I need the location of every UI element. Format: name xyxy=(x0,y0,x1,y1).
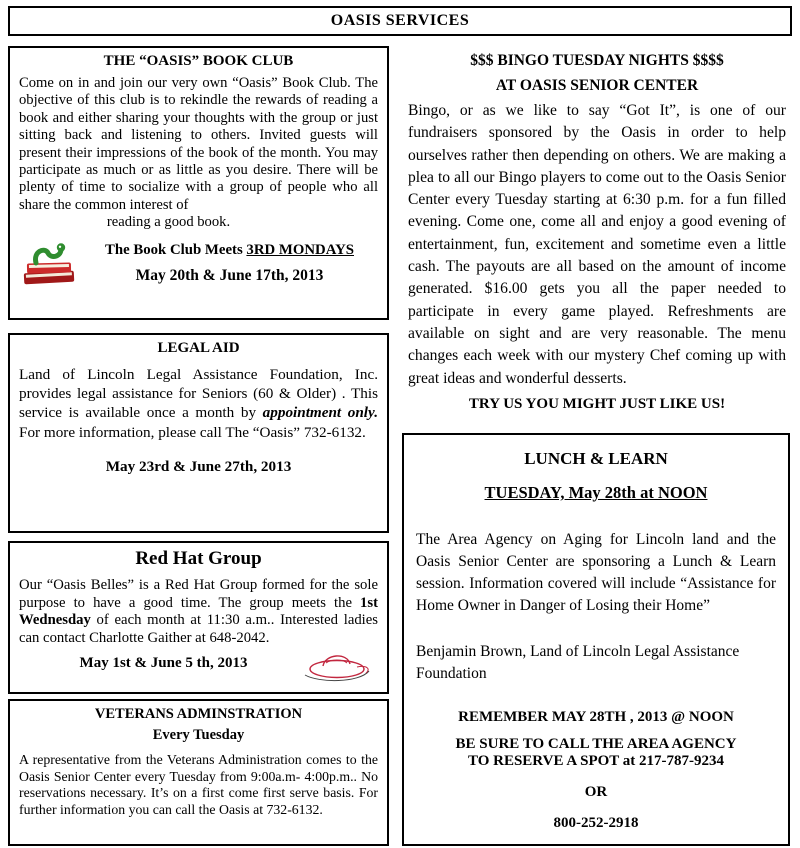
red-hat-sketch-icon xyxy=(297,643,373,690)
book-club-title: THE “OASIS” BOOK CLUB xyxy=(103,53,294,69)
legal-aid-appointment-only: appointment only. xyxy=(262,404,379,422)
page-title: OASIS SERVICES xyxy=(330,12,470,29)
legal-aid-body-2: For more information, please call The “Oasis” 732-6132. xyxy=(19,423,366,441)
lunch-learn-phone: 800-252-2918 xyxy=(553,815,639,831)
legal-aid-title: LEGAL AID xyxy=(157,340,240,356)
lunch-learn-speaker: Benjamin Brown, Land of Lincoln Legal Assistance Foundation xyxy=(416,643,740,682)
section-lunch-learn xyxy=(402,433,790,846)
section-legal-aid xyxy=(8,333,389,533)
book-club-meets-label: The Book Club Meets xyxy=(105,242,243,259)
lunch-learn-date-line: TUESDAY, May 28th at NOON xyxy=(484,483,708,502)
veterans-title: VETERANS ADMINSTRATION xyxy=(94,706,303,722)
book-club-meeting-info xyxy=(81,242,378,285)
book-club-meets-days: 3RD MONDAYS xyxy=(246,242,354,259)
red-hat-title: Red Hat Group xyxy=(135,548,262,569)
page-header xyxy=(8,6,792,36)
lunch-learn-title: LUNCH & LEARN xyxy=(524,449,668,468)
book-club-footer xyxy=(19,240,378,288)
bookworm-icon xyxy=(19,240,81,288)
lunch-learn-call-line: BE SURE TO CALL THE AREA AGENCY TO RESERVE A SPOT at 217-787-9234 xyxy=(455,736,737,769)
section-veterans xyxy=(8,699,389,846)
legal-aid-dates: May 23rd & June 27th, 2013 xyxy=(105,457,292,475)
veterans-body: A representative from the Veterans Administration comes to the Oasis Senior Center every Tuesday from 9:00a.m- 4:00p.m.. No reservations necessary. It’s on a first come first serve basis. For further information you can call the Oasis at 732-6132. xyxy=(19,752,378,817)
lunch-learn-remember-line: REMEMBER MAY 28TH , 2013 @ NOON xyxy=(458,709,734,725)
book-club-dates: May 20th & June 17th, 2013 xyxy=(135,267,324,285)
red-hat-body-2: of each month at 11:30 a.m.. Interested ladies can contact Charlotte Gaither at 648-2042. xyxy=(19,612,378,646)
section-book-club xyxy=(8,46,389,320)
section-red-hat-group xyxy=(8,541,389,694)
veterans-subtitle: Every Tuesday xyxy=(152,727,245,743)
lunch-learn-body: The Area Agency on Aging for Lincoln land and the Oasis Senior Center are sponsoring a Lunch & Learn session. Information covered will include “Assistance for Home Owner in Danger of Losing their Home” xyxy=(416,531,776,614)
legal-aid-body-1: Land of Lincoln Legal Assistance Foundation, Inc. provides legal assistance for Seniors (60 & Older) . This service is available once a month by xyxy=(19,366,378,422)
bingo-footer: TRY US YOU MIGHT JUST LIKE US! xyxy=(468,395,726,412)
book-club-meets-line xyxy=(81,242,378,259)
bingo-title-line-1: $$$ BINGO TUESDAY NIGHTS $$$$ xyxy=(470,52,724,69)
bingo-body: Bingo, or as we like to say “Got It”, is one of our fundraisers sponsored by the Oasis in order to help ourselves rather then depending on others. We are making a plea to all our Bingo players to come out to the Oasis Senior Center every Tuesday starting at 6:30 p.m. for a fun filled evening. Come one, come all and enjoy a good evening of entertainment, fun, excitement and sometime even a little cash. The payouts are all based on the amount of income generated. $16.00 gets you all the paper needed to participate in every game played. Refreshments are available on sight and are very reasonable. The menu changes each week with our mystery Chef coming up with great ideas and wonderful desserts. xyxy=(408,102,786,387)
section-bingo xyxy=(402,50,792,415)
book-club-body-end: reading a good book. xyxy=(106,214,231,231)
red-hat-body-1: Our “Oasis Belles” is a Red Hat Group formed for the sole purpose to have a good time. The group meets the xyxy=(19,577,378,611)
bingo-title-line-2: AT OASIS SENIOR CENTER xyxy=(495,77,699,94)
lunch-learn-or-label: OR xyxy=(584,784,608,800)
red-hat-meeting-day: 1st Wednesday xyxy=(19,594,378,629)
book-club-body: Come on in and join our very own “Oasis” Book Club. The objective of this club is to rekindle the rewards of reading a book and either sharing your thoughts with the group or just sitting back and listening to others. Invited guests will present their impressions of the book of the month. You may participate as much or as little as you desire. There will be plenty of time to socialize with a group of people who all share the common interest of xyxy=(19,75,378,213)
red-hat-body xyxy=(19,577,378,647)
legal-aid-body xyxy=(19,365,378,442)
red-hat-dates: May 1st & June 5 th, 2013 xyxy=(79,655,248,672)
